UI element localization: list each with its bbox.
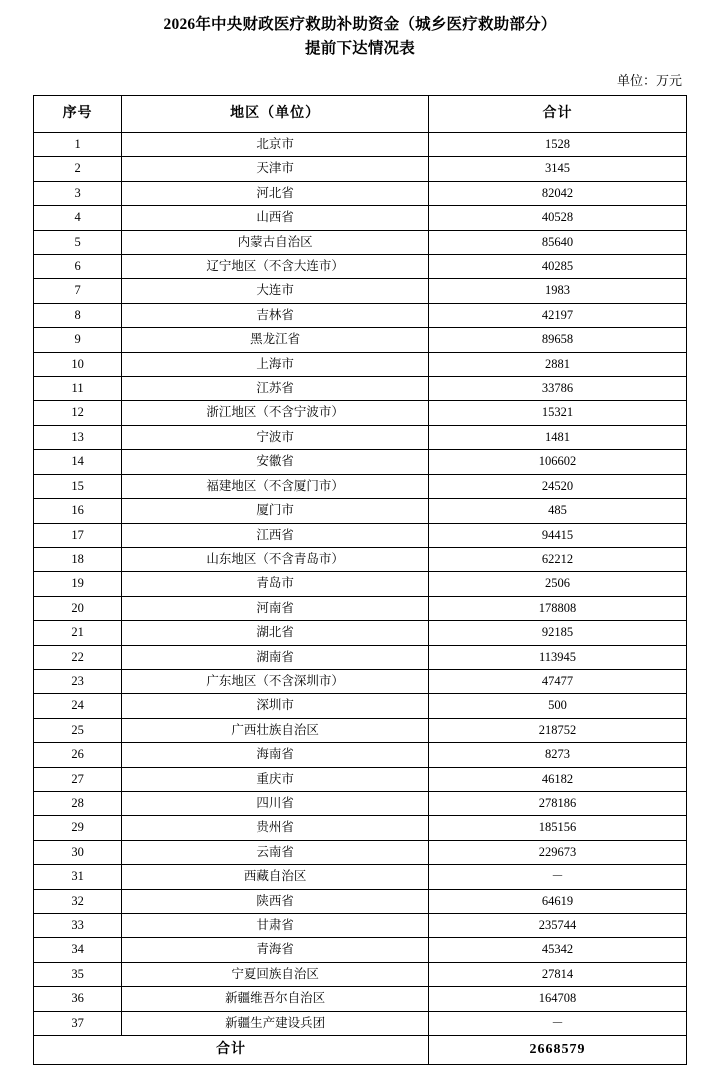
table-row	[34, 303, 687, 327]
table-row	[34, 279, 687, 303]
table-row	[34, 791, 687, 815]
cell-index: 21	[34, 621, 122, 645]
cell-region: 吉林省	[122, 303, 429, 327]
table-row	[34, 547, 687, 571]
table-body	[34, 133, 687, 1065]
cell-region: 北京市	[122, 133, 429, 157]
cell-region: 上海市	[122, 352, 429, 376]
cell-region: 新疆维吾尔自治区	[122, 987, 429, 1011]
cell-region: 西藏自治区	[122, 865, 429, 889]
cell-index: 24	[34, 694, 122, 718]
cell-index: 36	[34, 987, 122, 1011]
cell-total: －	[429, 1011, 687, 1035]
cell-index: 18	[34, 547, 122, 571]
cell-region: 湖南省	[122, 645, 429, 669]
table-row	[34, 645, 687, 669]
table-row	[34, 474, 687, 498]
cell-region: 四川省	[122, 791, 429, 815]
cell-total: 40285	[429, 255, 687, 279]
table-row	[34, 889, 687, 913]
cell-region: 陕西省	[122, 889, 429, 913]
cell-region: 新疆生产建设兵团	[122, 1011, 429, 1035]
cell-region: 广东地区（不含深圳市）	[122, 669, 429, 693]
cell-region: 甘肃省	[122, 914, 429, 938]
table-row	[34, 572, 687, 596]
cell-index: 33	[34, 914, 122, 938]
table-row	[34, 694, 687, 718]
column-header-total: 合计	[429, 96, 687, 133]
cell-total: 2881	[429, 352, 687, 376]
table-header-row	[34, 96, 687, 133]
cell-region: 河南省	[122, 596, 429, 620]
cell-region: 云南省	[122, 840, 429, 864]
table-row	[34, 1011, 687, 1035]
cell-total: 42197	[429, 303, 687, 327]
cell-region: 宁波市	[122, 425, 429, 449]
table-row	[34, 352, 687, 376]
cell-index: 25	[34, 718, 122, 742]
cell-index: 5	[34, 230, 122, 254]
cell-index: 11	[34, 377, 122, 401]
cell-index: 32	[34, 889, 122, 913]
cell-index: 12	[34, 401, 122, 425]
cell-region: 山东地区（不含青岛市）	[122, 547, 429, 571]
cell-index: 14	[34, 450, 122, 474]
cell-total: 2506	[429, 572, 687, 596]
cell-total: 15321	[429, 401, 687, 425]
cell-index: 1	[34, 133, 122, 157]
table-row	[34, 743, 687, 767]
cell-total: 3145	[429, 157, 687, 181]
table-row	[34, 840, 687, 864]
table-row	[34, 938, 687, 962]
cell-region: 河北省	[122, 181, 429, 205]
table-row	[34, 401, 687, 425]
cell-total: 33786	[429, 377, 687, 401]
cell-index: 15	[34, 474, 122, 498]
cell-region: 广西壮族自治区	[122, 718, 429, 742]
cell-index: 31	[34, 865, 122, 889]
total-value: 2668579	[429, 1036, 687, 1065]
cell-index: 34	[34, 938, 122, 962]
table-row	[34, 133, 687, 157]
cell-region: 青岛市	[122, 572, 429, 596]
cell-region: 黑龙江省	[122, 328, 429, 352]
cell-total: 229673	[429, 840, 687, 864]
table-row	[34, 328, 687, 352]
table-row	[34, 914, 687, 938]
cell-region: 辽宁地区（不含大连市）	[122, 255, 429, 279]
cell-region: 福建地区（不含厦门市）	[122, 474, 429, 498]
cell-index: 22	[34, 645, 122, 669]
table-row	[34, 206, 687, 230]
cell-index: 28	[34, 791, 122, 815]
cell-index: 27	[34, 767, 122, 791]
cell-region: 天津市	[122, 157, 429, 181]
cell-region: 安徽省	[122, 450, 429, 474]
table-row	[34, 816, 687, 840]
cell-index: 7	[34, 279, 122, 303]
cell-total: 178808	[429, 596, 687, 620]
table-total-row	[34, 1036, 687, 1065]
table-row	[34, 157, 687, 181]
cell-region: 山西省	[122, 206, 429, 230]
column-header-region: 地区（单位）	[122, 96, 429, 133]
cell-region: 湖北省	[122, 621, 429, 645]
cell-index: 29	[34, 816, 122, 840]
cell-total: 85640	[429, 230, 687, 254]
cell-total: 45342	[429, 938, 687, 962]
cell-region: 江苏省	[122, 377, 429, 401]
table-row	[34, 718, 687, 742]
table-row	[34, 523, 687, 547]
cell-total: 27814	[429, 962, 687, 986]
cell-total: 218752	[429, 718, 687, 742]
cell-total: 1983	[429, 279, 687, 303]
cell-region: 青海省	[122, 938, 429, 962]
cell-region: 重庆市	[122, 767, 429, 791]
unit-note: 单位：万元	[616, 73, 682, 88]
cell-index: 16	[34, 499, 122, 523]
cell-total: 24520	[429, 474, 687, 498]
cell-index: 3	[34, 181, 122, 205]
cell-total: 235744	[429, 914, 687, 938]
title-line-2: 提前下达情况表	[305, 40, 415, 57]
cell-total: 64619	[429, 889, 687, 913]
cell-total: 485	[429, 499, 687, 523]
cell-total: 94415	[429, 523, 687, 547]
cell-total: 40528	[429, 206, 687, 230]
cell-total: 164708	[429, 987, 687, 1011]
cell-total: 185156	[429, 816, 687, 840]
table-row	[34, 865, 687, 889]
cell-total: 1481	[429, 425, 687, 449]
table-row	[34, 425, 687, 449]
cell-region: 大连市	[122, 279, 429, 303]
table-row	[34, 230, 687, 254]
cell-index: 4	[34, 206, 122, 230]
cell-region: 宁夏回族自治区	[122, 962, 429, 986]
cell-index: 6	[34, 255, 122, 279]
allocation-table	[33, 95, 687, 1065]
cell-region: 浙江地区（不含宁波市）	[122, 401, 429, 425]
table-row	[34, 181, 687, 205]
cell-total: 1528	[429, 133, 687, 157]
title-line-1: 2026年中央财政医疗救助补助资金（城乡医疗救助部分）	[163, 16, 557, 33]
cell-region: 厦门市	[122, 499, 429, 523]
cell-total: 89658	[429, 328, 687, 352]
table-row	[34, 499, 687, 523]
cell-total: 113945	[429, 645, 687, 669]
cell-index: 35	[34, 962, 122, 986]
cell-index: 13	[34, 425, 122, 449]
table-row	[34, 377, 687, 401]
table-row	[34, 596, 687, 620]
cell-index: 17	[34, 523, 122, 547]
cell-total: 47477	[429, 669, 687, 693]
cell-region: 深圳市	[122, 694, 429, 718]
table-row	[34, 255, 687, 279]
cell-total: －	[429, 865, 687, 889]
cell-index: 9	[34, 328, 122, 352]
table-row	[34, 962, 687, 986]
table-header	[34, 96, 687, 133]
cell-index: 37	[34, 1011, 122, 1035]
table-row	[34, 450, 687, 474]
cell-total: 500	[429, 694, 687, 718]
cell-index: 23	[34, 669, 122, 693]
cell-total: 62212	[429, 547, 687, 571]
column-header-index: 序号	[34, 96, 122, 133]
table-row	[34, 621, 687, 645]
cell-total: 106602	[429, 450, 687, 474]
cell-total: 46182	[429, 767, 687, 791]
cell-region: 内蒙古自治区	[122, 230, 429, 254]
cell-total: 8273	[429, 743, 687, 767]
table-row	[34, 987, 687, 1011]
cell-index: 8	[34, 303, 122, 327]
cell-total: 82042	[429, 181, 687, 205]
table-row	[34, 669, 687, 693]
cell-index: 10	[34, 352, 122, 376]
cell-index: 26	[34, 743, 122, 767]
cell-total: 92185	[429, 621, 687, 645]
table-row	[34, 767, 687, 791]
cell-region: 江西省	[122, 523, 429, 547]
cell-index: 2	[34, 157, 122, 181]
cell-index: 19	[34, 572, 122, 596]
cell-index: 30	[34, 840, 122, 864]
page-title	[33, 0, 687, 61]
cell-index: 20	[34, 596, 122, 620]
cell-region: 贵州省	[122, 816, 429, 840]
cell-region: 海南省	[122, 743, 429, 767]
total-label: 合计	[34, 1036, 429, 1065]
cell-total: 278186	[429, 791, 687, 815]
